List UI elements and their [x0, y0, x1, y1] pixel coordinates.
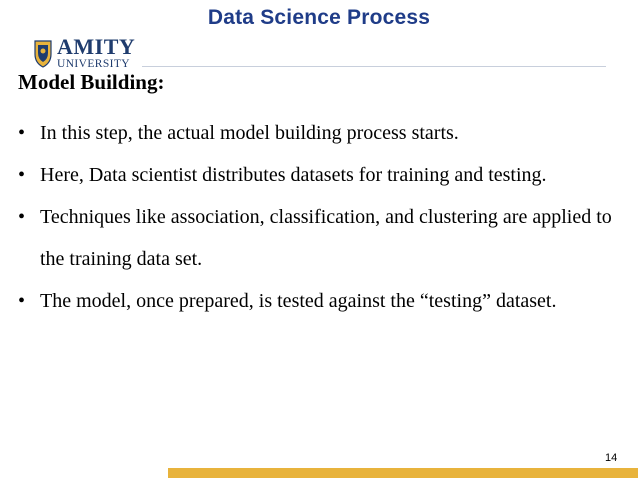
bullet-text: In this step, the actual model building process starts.	[40, 122, 459, 144]
bullet-marker: •	[18, 206, 26, 228]
bullet-marker: •	[18, 122, 26, 144]
bullet-text: Here, Data scientist distributes datasets for training and testing.	[40, 164, 547, 186]
page-number: 14	[605, 452, 618, 464]
bullet-text: The model, once prepared, is tested against the “testing” dataset.	[40, 290, 557, 312]
bullet-item	[18, 196, 618, 280]
section-heading: Model Building:	[18, 70, 165, 94]
header-divider	[142, 66, 606, 67]
bullet-item	[18, 154, 618, 196]
bullet-list	[18, 112, 618, 322]
bullet-text: Techniques like association, classification, and clustering are applied to the training data set.	[40, 206, 612, 270]
bullet-item	[18, 280, 618, 322]
bullet-item	[18, 112, 618, 154]
logo-wordmark: AMITY	[57, 34, 136, 59]
slide-title: Data Science Process	[207, 6, 431, 29]
university-crest-icon	[33, 38, 53, 68]
logo-subtitle: UNIVERSITY	[57, 58, 130, 70]
bullet-marker: •	[18, 164, 26, 186]
bullet-marker: •	[18, 290, 26, 312]
footer-accent-bar	[168, 468, 638, 478]
amity-logo	[33, 36, 135, 71]
